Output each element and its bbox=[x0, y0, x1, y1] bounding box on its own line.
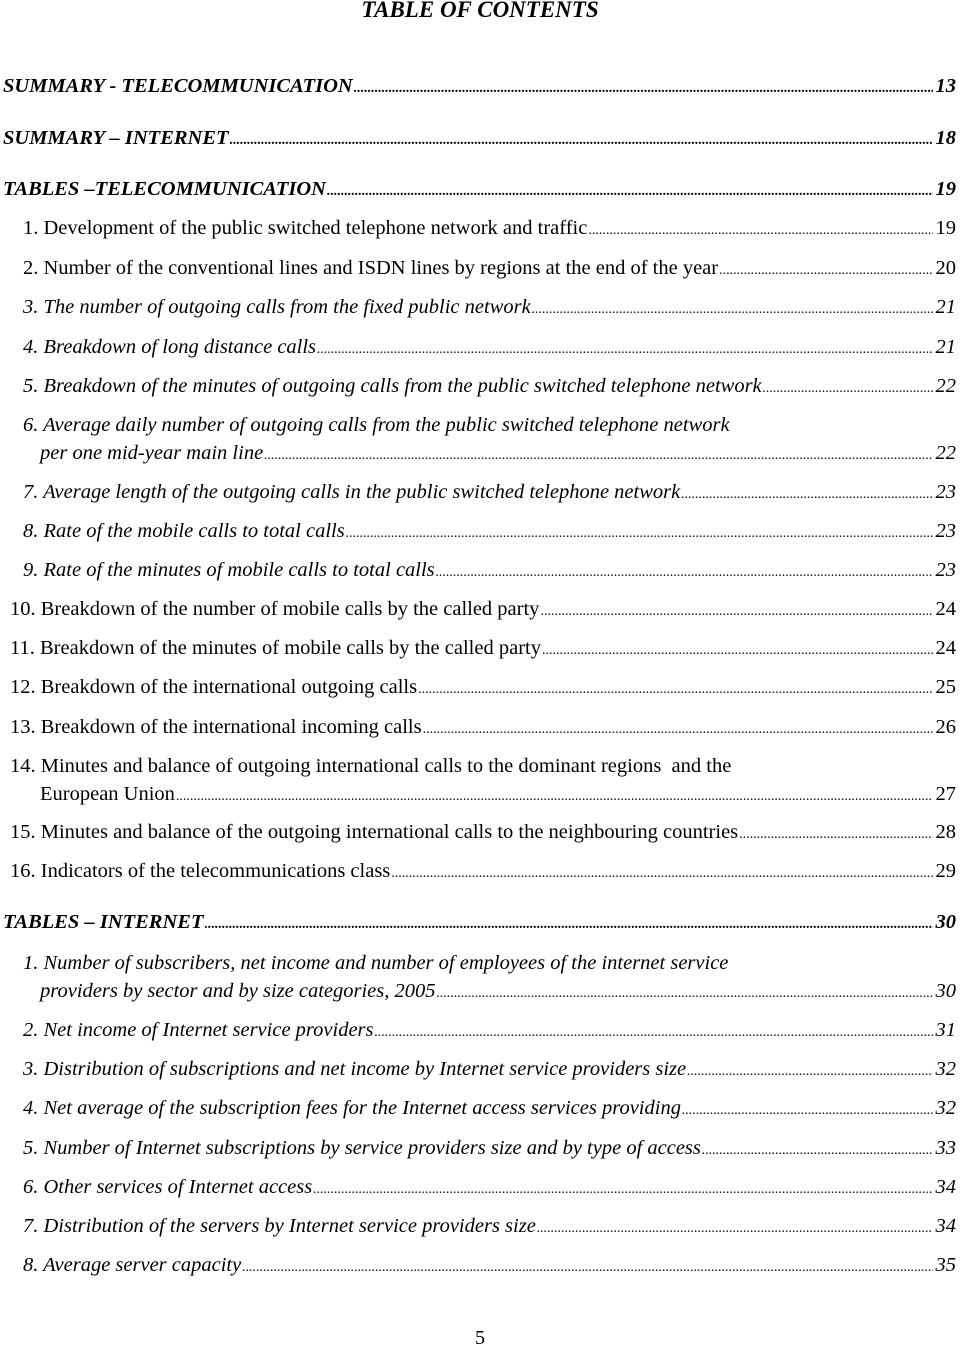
dot-leader bbox=[423, 713, 933, 744]
item-number: 14. bbox=[10, 755, 36, 777]
dot-leader bbox=[354, 72, 933, 103]
item-page-number: 30 bbox=[935, 980, 956, 1002]
dot-leader bbox=[230, 124, 933, 155]
toc-item-title bbox=[23, 333, 316, 361]
dot-leader bbox=[242, 1251, 932, 1282]
toc-item-title bbox=[10, 595, 539, 623]
dot-leader bbox=[719, 254, 932, 285]
section-title: SUMMARY – INTERNET bbox=[3, 127, 229, 149]
item-title-text: Development of the public switched telephone network and traffic bbox=[43, 217, 588, 239]
item-title-text: Breakdown of the minutes of outgoing calls from the public switched telephone network bbox=[43, 375, 762, 397]
dot-leader bbox=[739, 818, 932, 849]
toc-section-tables-internet[interactable] bbox=[0, 908, 960, 939]
item-page-number: 27 bbox=[935, 783, 956, 805]
item-page-number: 32 bbox=[935, 1058, 956, 1080]
dot-leader bbox=[687, 1055, 932, 1086]
toc-item-inet-1[interactable] bbox=[0, 949, 960, 1008]
item-title-text: Average daily number of outgoing calls from the public switched telephone network bbox=[43, 414, 730, 436]
item-number: 9. bbox=[23, 559, 39, 581]
item-page-number: 33 bbox=[935, 1137, 956, 1159]
item-page-number: 20 bbox=[935, 257, 956, 279]
item-title-text: Breakdown of the international incoming calls bbox=[40, 716, 422, 738]
item-number: 3. bbox=[23, 296, 39, 318]
toc-item-inet-2[interactable] bbox=[0, 1016, 960, 1047]
item-title-text: Number of subscribers, net income and number of employees of the internet service bbox=[43, 952, 729, 974]
dot-leader bbox=[682, 1094, 933, 1125]
item-title-text: Average server capacity bbox=[43, 1254, 242, 1276]
item-number: 7. bbox=[23, 481, 39, 503]
toc-item-title-line1 bbox=[23, 949, 728, 977]
toc-item-title bbox=[10, 713, 422, 741]
toc-item-title bbox=[23, 1134, 701, 1162]
dot-leader bbox=[176, 780, 933, 811]
item-title-text: Breakdown of the minutes of mobile calls by the called party bbox=[40, 637, 541, 659]
item-number: 6. bbox=[23, 414, 39, 436]
item-number: 5. bbox=[23, 1137, 39, 1159]
dot-leader bbox=[436, 556, 933, 587]
toc-item-tele-6[interactable] bbox=[0, 411, 960, 470]
item-number: 5. bbox=[23, 375, 39, 397]
item-number: 2. bbox=[23, 257, 39, 279]
item-page-number: 19 bbox=[935, 217, 956, 239]
item-page-number: 32 bbox=[935, 1097, 956, 1119]
toc-item-tele-4[interactable] bbox=[0, 333, 960, 364]
dot-leader bbox=[542, 634, 933, 665]
toc-item-title-line1 bbox=[23, 411, 730, 439]
section-page-number: 18 bbox=[935, 127, 956, 149]
item-title-text: Average length of the outgoing calls in the public switched telephone network bbox=[43, 481, 681, 503]
item-title-text: Distribution of the servers by Internet service providers size bbox=[43, 1215, 536, 1237]
item-page-number: 34 bbox=[935, 1215, 956, 1237]
toc-item-title bbox=[23, 556, 435, 584]
dot-leader bbox=[532, 293, 933, 324]
item-page-number: 23 bbox=[935, 481, 956, 503]
toc-item-title bbox=[10, 634, 541, 662]
toc-item-tele-13[interactable] bbox=[0, 713, 960, 744]
toc-item-title bbox=[23, 293, 531, 321]
item-title-text: Rate of the minutes of mobile calls to total calls bbox=[43, 559, 435, 581]
item-title-text: Other services of Internet access bbox=[43, 1176, 313, 1198]
toc-item-title bbox=[23, 254, 718, 282]
toc-item-tele-12[interactable] bbox=[0, 673, 960, 704]
item-page-number: 26 bbox=[935, 716, 956, 738]
item-page-number: 24 bbox=[935, 598, 956, 620]
toc-item-title bbox=[23, 1094, 681, 1122]
dot-leader bbox=[264, 439, 932, 470]
item-page-number: 34 bbox=[935, 1176, 956, 1198]
item-title-text: Net average of the subscription fees for the Internet access services providing bbox=[43, 1097, 681, 1119]
toc-item-inet-5[interactable] bbox=[0, 1134, 960, 1165]
toc-item-inet-7[interactable] bbox=[0, 1212, 960, 1243]
item-number: 16. bbox=[10, 860, 36, 882]
item-page-number: 23 bbox=[935, 520, 956, 542]
section-page-number: 19 bbox=[935, 178, 956, 200]
item-number: 1. bbox=[23, 217, 39, 239]
toc-item-title bbox=[23, 1055, 686, 1083]
toc-item-tele-5[interactable] bbox=[0, 372, 960, 403]
dot-leader bbox=[588, 214, 932, 245]
toc-item-tele-3[interactable] bbox=[0, 293, 960, 324]
item-number: 6. bbox=[23, 1176, 39, 1198]
item-number: 13. bbox=[10, 716, 36, 738]
dot-leader bbox=[313, 1173, 932, 1204]
toc-item-tele-2[interactable] bbox=[0, 254, 960, 285]
item-title-text: Minutes and balance of outgoing international calls to the dominant regions and the bbox=[40, 755, 732, 777]
toc-section-summary-telecommunication[interactable] bbox=[0, 72, 960, 103]
toc-item-tele-1[interactable] bbox=[0, 214, 960, 245]
toc-item-title bbox=[23, 517, 345, 545]
item-number: 7. bbox=[23, 1215, 39, 1237]
dot-leader bbox=[391, 857, 932, 888]
toc-heading: TABLE OF CONTENTS bbox=[361, 0, 599, 22]
item-number: 4. bbox=[23, 1097, 39, 1119]
page-number: 5 bbox=[475, 1327, 485, 1349]
dot-leader bbox=[540, 595, 932, 626]
item-number: 1. bbox=[23, 952, 39, 974]
item-page-number: 35 bbox=[935, 1254, 956, 1276]
toc-item-inet-8[interactable] bbox=[0, 1251, 960, 1282]
item-page-number: 31 bbox=[935, 1019, 956, 1041]
dot-leader bbox=[327, 175, 933, 206]
dot-leader bbox=[418, 673, 932, 704]
toc-section-summary-internet[interactable] bbox=[0, 124, 960, 155]
toc-item-title-line1 bbox=[10, 752, 731, 780]
dot-leader bbox=[375, 1016, 933, 1047]
toc-item-title bbox=[23, 372, 762, 400]
toc-item-title bbox=[23, 1173, 312, 1201]
toc-item-title-line2: per one mid-year main line bbox=[40, 442, 264, 464]
dot-leader bbox=[437, 977, 933, 1008]
toc-item-title bbox=[10, 857, 390, 885]
item-number: 11. bbox=[10, 637, 35, 659]
item-title-text: The number of outgoing calls from the fixed public network bbox=[43, 296, 531, 318]
toc-item-tele-14[interactable] bbox=[0, 752, 960, 811]
item-title-text: Number of Internet subscriptions by service providers size and by type of access bbox=[43, 1137, 701, 1159]
toc-item-title bbox=[23, 1212, 536, 1240]
section-title: SUMMARY - TELECOMMUNICATION bbox=[3, 75, 353, 97]
item-page-number: 22 bbox=[935, 375, 956, 397]
item-number: 10. bbox=[10, 598, 36, 620]
item-page-number: 28 bbox=[935, 821, 956, 843]
dot-leader bbox=[537, 1212, 933, 1243]
item-title-text: Rate of the mobile calls to total calls bbox=[43, 520, 345, 542]
item-title-text: Breakdown of the international outgoing calls bbox=[40, 676, 418, 698]
toc-item-inet-4[interactable] bbox=[0, 1094, 960, 1125]
toc-item-title bbox=[23, 478, 680, 506]
item-page-number: 21 bbox=[935, 296, 956, 318]
item-title-text: Net income of Internet service providers bbox=[43, 1019, 374, 1041]
dot-leader bbox=[681, 478, 932, 509]
toc-item-title-line2: European Union bbox=[40, 783, 175, 805]
item-title-text: Minutes and balance of the outgoing international calls to the neighbouring countries bbox=[40, 821, 739, 843]
dot-leader bbox=[346, 517, 933, 548]
dot-leader bbox=[763, 372, 933, 403]
toc-item-tele-11[interactable] bbox=[0, 634, 960, 665]
toc-item-title bbox=[23, 214, 587, 242]
item-number: 3. bbox=[23, 1058, 39, 1080]
toc-item-title-line2: providers by sector and by size categories, 2005 bbox=[40, 980, 436, 1002]
item-title-text: Distribution of subscriptions and net income by Internet service providers size bbox=[43, 1058, 687, 1080]
item-title-text: Number of the conventional lines and ISDN lines by regions at the end of the year bbox=[43, 257, 719, 279]
section-title: TABLES – INTERNET bbox=[3, 911, 204, 933]
toc-item-tele-7[interactable] bbox=[0, 478, 960, 509]
section-page-number: 13 bbox=[935, 75, 956, 97]
toc-section-tables-telecommunication[interactable] bbox=[0, 175, 960, 206]
toc-item-title bbox=[10, 673, 417, 701]
item-number: 15. bbox=[10, 821, 36, 843]
toc-item-title bbox=[23, 1251, 241, 1279]
toc-item-inet-3[interactable] bbox=[0, 1055, 960, 1086]
item-title-text: Breakdown of the number of mobile calls by the called party bbox=[40, 598, 540, 620]
item-number: 12. bbox=[10, 676, 36, 698]
item-page-number: 25 bbox=[935, 676, 956, 698]
item-number: 2. bbox=[23, 1019, 39, 1041]
section-title: TABLES –TELECOMMUNICATION bbox=[3, 178, 326, 200]
dot-leader bbox=[205, 908, 933, 939]
toc-item-tele-16[interactable] bbox=[0, 857, 960, 888]
toc-item-tele-15[interactable] bbox=[0, 818, 960, 849]
toc-item-tele-9[interactable] bbox=[0, 556, 960, 587]
item-page-number: 22 bbox=[935, 442, 956, 464]
toc-item-title bbox=[10, 818, 738, 846]
item-page-number: 21 bbox=[935, 336, 956, 358]
item-page-number: 23 bbox=[935, 559, 956, 581]
dot-leader bbox=[702, 1134, 933, 1165]
toc-item-tele-10[interactable] bbox=[0, 595, 960, 626]
section-page-number: 30 bbox=[935, 911, 956, 933]
item-number: 8. bbox=[23, 1254, 39, 1276]
item-number: 4. bbox=[23, 336, 39, 358]
toc-item-tele-8[interactable] bbox=[0, 517, 960, 548]
item-title-text: Breakdown of long distance calls bbox=[43, 336, 317, 358]
dot-leader bbox=[317, 333, 932, 364]
item-title-text: Indicators of the telecommunications class bbox=[40, 860, 391, 882]
item-page-number: 24 bbox=[935, 637, 956, 659]
item-page-number: 29 bbox=[935, 860, 956, 882]
item-number: 8. bbox=[23, 520, 39, 542]
toc-item-title bbox=[23, 1016, 374, 1044]
toc-item-inet-6[interactable] bbox=[0, 1173, 960, 1204]
